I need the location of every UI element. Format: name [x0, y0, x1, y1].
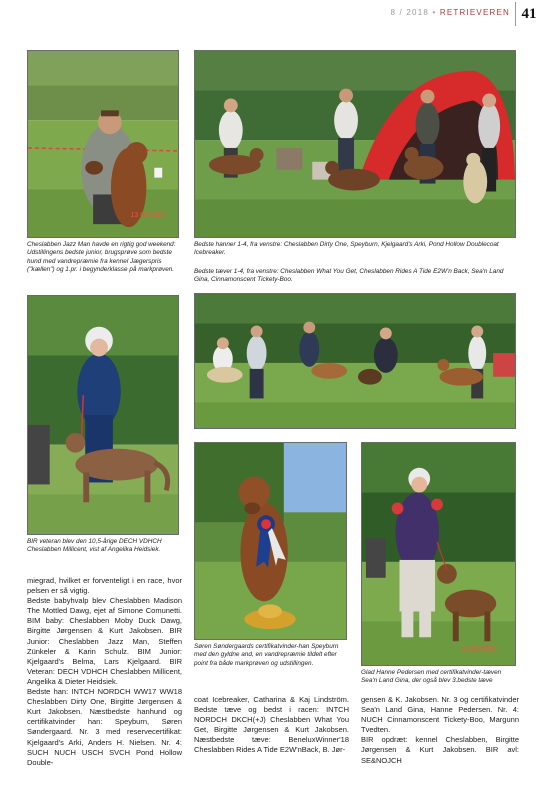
- caption-photo5: Søren Søndergaards certifikatvinder-han Speyburn med den gyldne and, en vandrepræmie tildelt efter point fra både markprøven og udstillingen.: [194, 643, 339, 667]
- caption-photo1: Cheslabben Jazz Man havde en rigtig god weekend: Udstillingens bedste junior, brugsprøve som bedste hund med vandrepræmie fra kennel Jægerspris ("kællen") og 1.pr. i begynderklasse på markprøven.: [27, 241, 176, 274]
- photo-man-with-puppy: [27, 50, 179, 238]
- paragraph: gensen & K. Jakobsen. Nr. 3 og certifikatvinder Sea'n Land Gina, Hanne Pedersen. Nr. 4: NUCH Cinnamonscent Tickety-Boo, Margunn Tvedten.: [361, 695, 519, 735]
- photo-handler-with-female: [361, 442, 516, 666]
- body-column-3: [361, 695, 519, 766]
- caption-photo2-males: Bedste hanner 1-4, fra venstre: Cheslabben Dirty One, Speyburn, Kjelgaard's Arki, Pond Hollow Doublecoat Icebreaker.: [194, 241, 499, 257]
- paragraph: Bedste babyhvalp blev Cheslabben Madison The Mottled Dawg, ejet af Simone Comunetti. BIM baby: Cheslabben Moby Duck Dawg, Birgitte Jørgensen & Kurt Jakobsen. BIR Junior: Cheslabben Jazz Man, Steffen Zünkeler & Karin Schulz. BIM Junior: Kjelgaard's Belma, Lars Kjelgaard. BIR Veteran: DECH VDHCH Cheslabben Millicent, Angelika & Dieter Heidsiek.: [27, 596, 182, 686]
- paragraph: coat Icebreaker, Catharina & Kaj Lindström. Bedste tæve og bedst i racen: INTCH NORDCH DKCH(+J) Cheslabben What You Get, Birgitte Jørgensen & Kurt Jakobsen. Næstbedste tæve: BeneluxWinner'18 Cheslabben Rides A Tide E2W'nBack, B. Jør-: [194, 695, 349, 755]
- page-number: 41: [515, 2, 542, 26]
- photo-ring-lineup: [194, 293, 516, 429]
- caption-photo6: Glad Hanne Pedersen med certifikatvinder-tæven Sea'n Land Gina, der også blev 3.bedste tæve: [361, 669, 502, 685]
- photo-judging-ring-tent: [194, 50, 516, 238]
- issue-label: 8 / 2018: [390, 8, 429, 17]
- header-separator: •: [432, 8, 437, 17]
- body-column-1: [27, 576, 182, 768]
- body-column-2: [194, 695, 349, 756]
- magazine-name: RETRIEVEREN: [439, 8, 510, 17]
- caption-photo3: BIR veteran blev den 10,5-årige DECH VDHCH Cheslabben Millicent, vist af Angelika Heidsiek.: [27, 538, 162, 554]
- photo-dog-with-rosettes: [194, 442, 347, 640]
- caption-photo2-females: Bedste tæver 1-4, fra venstre: Cheslabben What You Get, Cheslabben Rides A Tide E2W'n Back, Sea'n Land Gina, Cinnamonscent Tickety-Boo.: [194, 268, 504, 284]
- photo6-date-stamp: 12 08 2018: [460, 646, 496, 654]
- photo-veteran-with-handler: [27, 295, 179, 535]
- photo1-date-stamp: 13 08 2018: [130, 212, 166, 220]
- paragraph: miegrad, hvilket er forventeligt i en race, hvor pelsen er så vigtig.: [27, 576, 182, 596]
- running-head: [390, 8, 510, 17]
- page-header: [0, 0, 550, 26]
- paragraph: Bedste han: INTCH NORDCH WW17 WW18 Cheslabben Dirty One, Birgitte Jørgensen & Kurt Jakobsen. Næstbedste hanhund og certifikatvinder han: Speyburn, Søren Søndergaard. Nr. 3 med reservecertifikat: Kjelgaard's Arki, Anders H. Nielsen. Nr. 4: SUCH NUCH USCH SVCH Pond Hollow Double-: [27, 687, 182, 767]
- paragraph: BIR opdræt: kennel Cheslabben, Birgitte Jørgensen & Kurt Jakobsen. BIR avl: SE&NOJCH: [361, 735, 519, 765]
